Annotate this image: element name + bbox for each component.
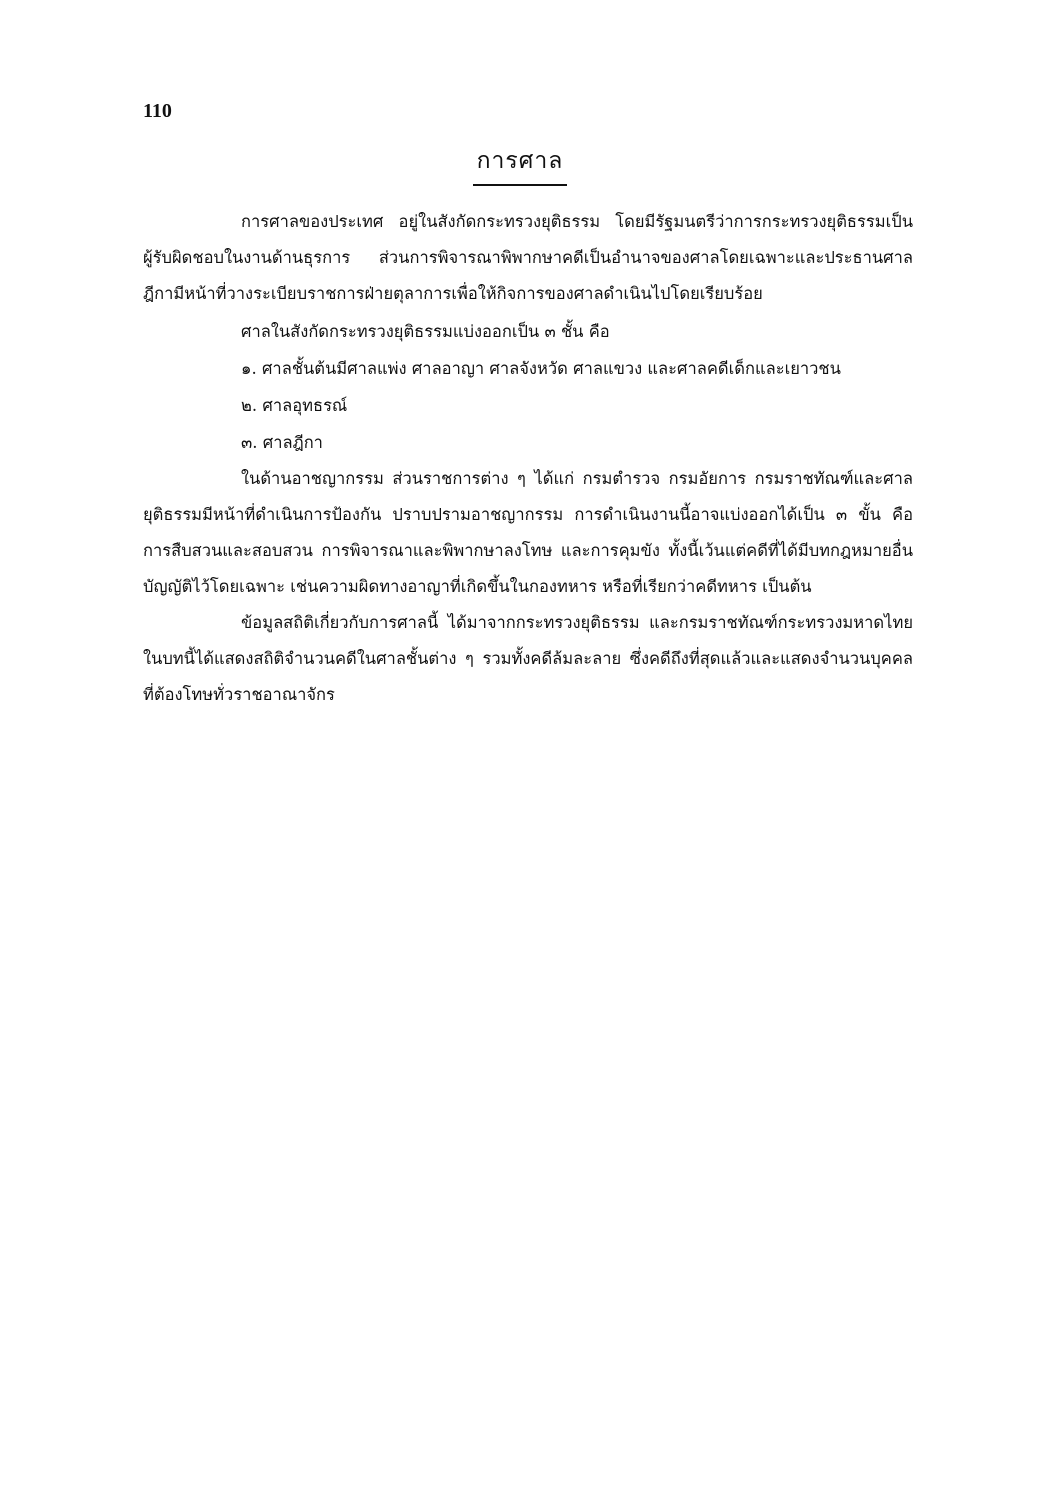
paragraph-statistics: ข้อมูลสถิติเกี่ยวกับการศาลนี้ ได้มาจากกระทรวงยุติธรรม และกรมราชทัณฑ์กระทรวงมหาดไทย ในบทนี้ได้แสดงสถิติจำนวนคดีในศาลชั้นต่าง ๆ รวมทั้งคดีล้มละลาย ซึ่งคดีถึงที่สุดแล้วและแสดงจำนวนบุคคลที่ต้องโทษทั่วราชอาณาจักร: [143, 613, 913, 704]
paragraph-intro: การศาลของประเทศ อยู่ในสังกัดกระทรวงยุติธรรม โดยมีรัฐมนตรีว่าการกระทรวงยุติธรรมเป็นผู้รับผิดชอบในงานด้านธุรการ ส่วนการพิจารณาพิพากษาคดีเป็นอำนาจของศาลโดยเฉพาะและประธานศาลฎีกามีหน้าที่วางระเบียบราชการฝ่ายตุลาการเพื่อให้กิจการของศาลดำเนินไปโดยเรียบร้อย: [143, 212, 913, 303]
page-number: 110: [143, 100, 172, 122]
list-item: ๓. ศาลฎีกา: [241, 433, 323, 452]
paragraph-court-levels: ศาลในสังกัดกระทรวงยุติธรรมแบ่งออกเป็น ๓ ชั้น คือ: [241, 322, 610, 341]
list-item: ๒. ศาลอุทธรณ์: [241, 396, 348, 415]
title-container: [0, 146, 1040, 186]
paragraph-crime: ในด้านอาชญากรรม ส่วนราชการต่าง ๆ ได้แก่ กรมตำรวจ กรมอัยการ กรมราชทัณฑ์และศาลยุติธรรมมีหน้าที่ดำเนินการป้องกัน ปราบปรามอาชญากรรม การดำเนินงานนี้อาจแบ่งออกได้เป็น ๓ ขั้น คือ การสืบสวนและสอบสวน การพิจารณาและพิพากษาลงโทษ และการคุมขัง ทั้งนี้เว้นแต่คดีที่ได้มีบทกฎหมายอื่นบัญญัติไว้โดยเฉพาะ เช่นความผิดทางอาญาที่เกิดขึ้นในกองทหาร หรือที่เรียกว่าคดีทหาร เป็นต้น: [143, 469, 913, 596]
body-text: [143, 204, 913, 713]
page-title: การศาล: [473, 146, 568, 186]
list-item: ๑. ศาลชั้นต้นมีศาลแพ่ง ศาลอาญา ศาลจังหวัด ศาลแขวง และศาลคดีเด็กและเยาวชน: [241, 359, 841, 378]
